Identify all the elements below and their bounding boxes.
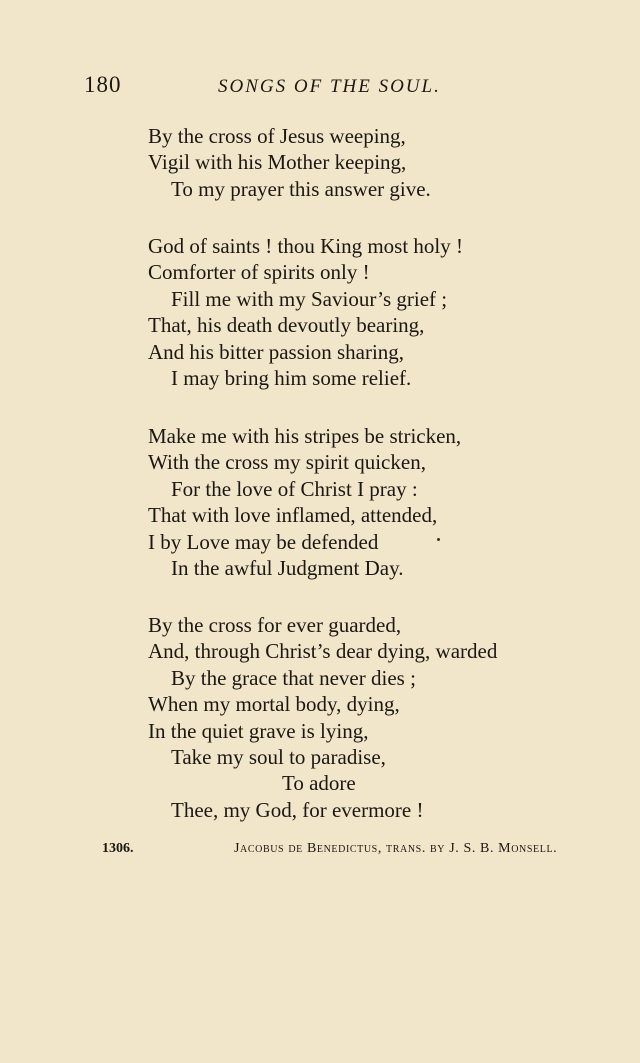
stanza [148, 233, 463, 391]
verse-line: And, through Christ’s dear dying, warded [148, 639, 498, 664]
attribution: Jacobus de Benedictus, trans. by J. S. B. Monsell. [234, 841, 558, 856]
stanza [148, 612, 497, 823]
verse-line: Make me with his stripes be stricken, [148, 424, 462, 448]
verse-line: To adore [282, 771, 356, 796]
verse-line: God of saints ! thou King most holy ! [148, 234, 463, 258]
verse-line: By the grace that never dies ; [171, 665, 416, 690]
verse-line: I by Love may be defended [148, 529, 379, 554]
verse-line: In the quiet grave is lying, [148, 718, 369, 743]
verse-line: For the love of Christ I pray : [171, 476, 418, 501]
verse-line: To my prayer this answer give. [171, 176, 431, 201]
verse-line: Take my soul to paradise, [171, 745, 386, 770]
verse-line: By the cross of Jesus weeping, [148, 124, 406, 148]
verse-line: Vigil with his Mother keeping, [148, 150, 407, 175]
verse-line: Thee, my God, for evermore ! [171, 797, 424, 822]
verse-line: That, his death devoutly bearing, [148, 313, 425, 338]
verse-line: Comforter of spirits only ! [148, 260, 370, 285]
verse-line: And his bitter passion sharing, [148, 339, 405, 364]
verse-line: In the awful Judgment Day. [171, 556, 404, 581]
stanza [148, 423, 461, 581]
page-number: 180 [84, 72, 122, 97]
running-title: SONGS OF THE SOUL. [218, 76, 441, 97]
verse-line: Fill me with my Saviour’s grief ; [171, 286, 448, 311]
ink-speck [437, 538, 440, 541]
verse-line: That with love inflamed, attended, [148, 503, 438, 528]
verse-line: By the cross for ever guarded, [148, 613, 402, 637]
verse-line: With the cross my spirit quicken, [148, 450, 426, 475]
hymn-number: 1306. [102, 841, 134, 856]
stanza [148, 123, 431, 202]
verse-line: I may bring him some relief. [171, 366, 412, 391]
verse-line: When my mortal body, dying, [148, 692, 400, 717]
